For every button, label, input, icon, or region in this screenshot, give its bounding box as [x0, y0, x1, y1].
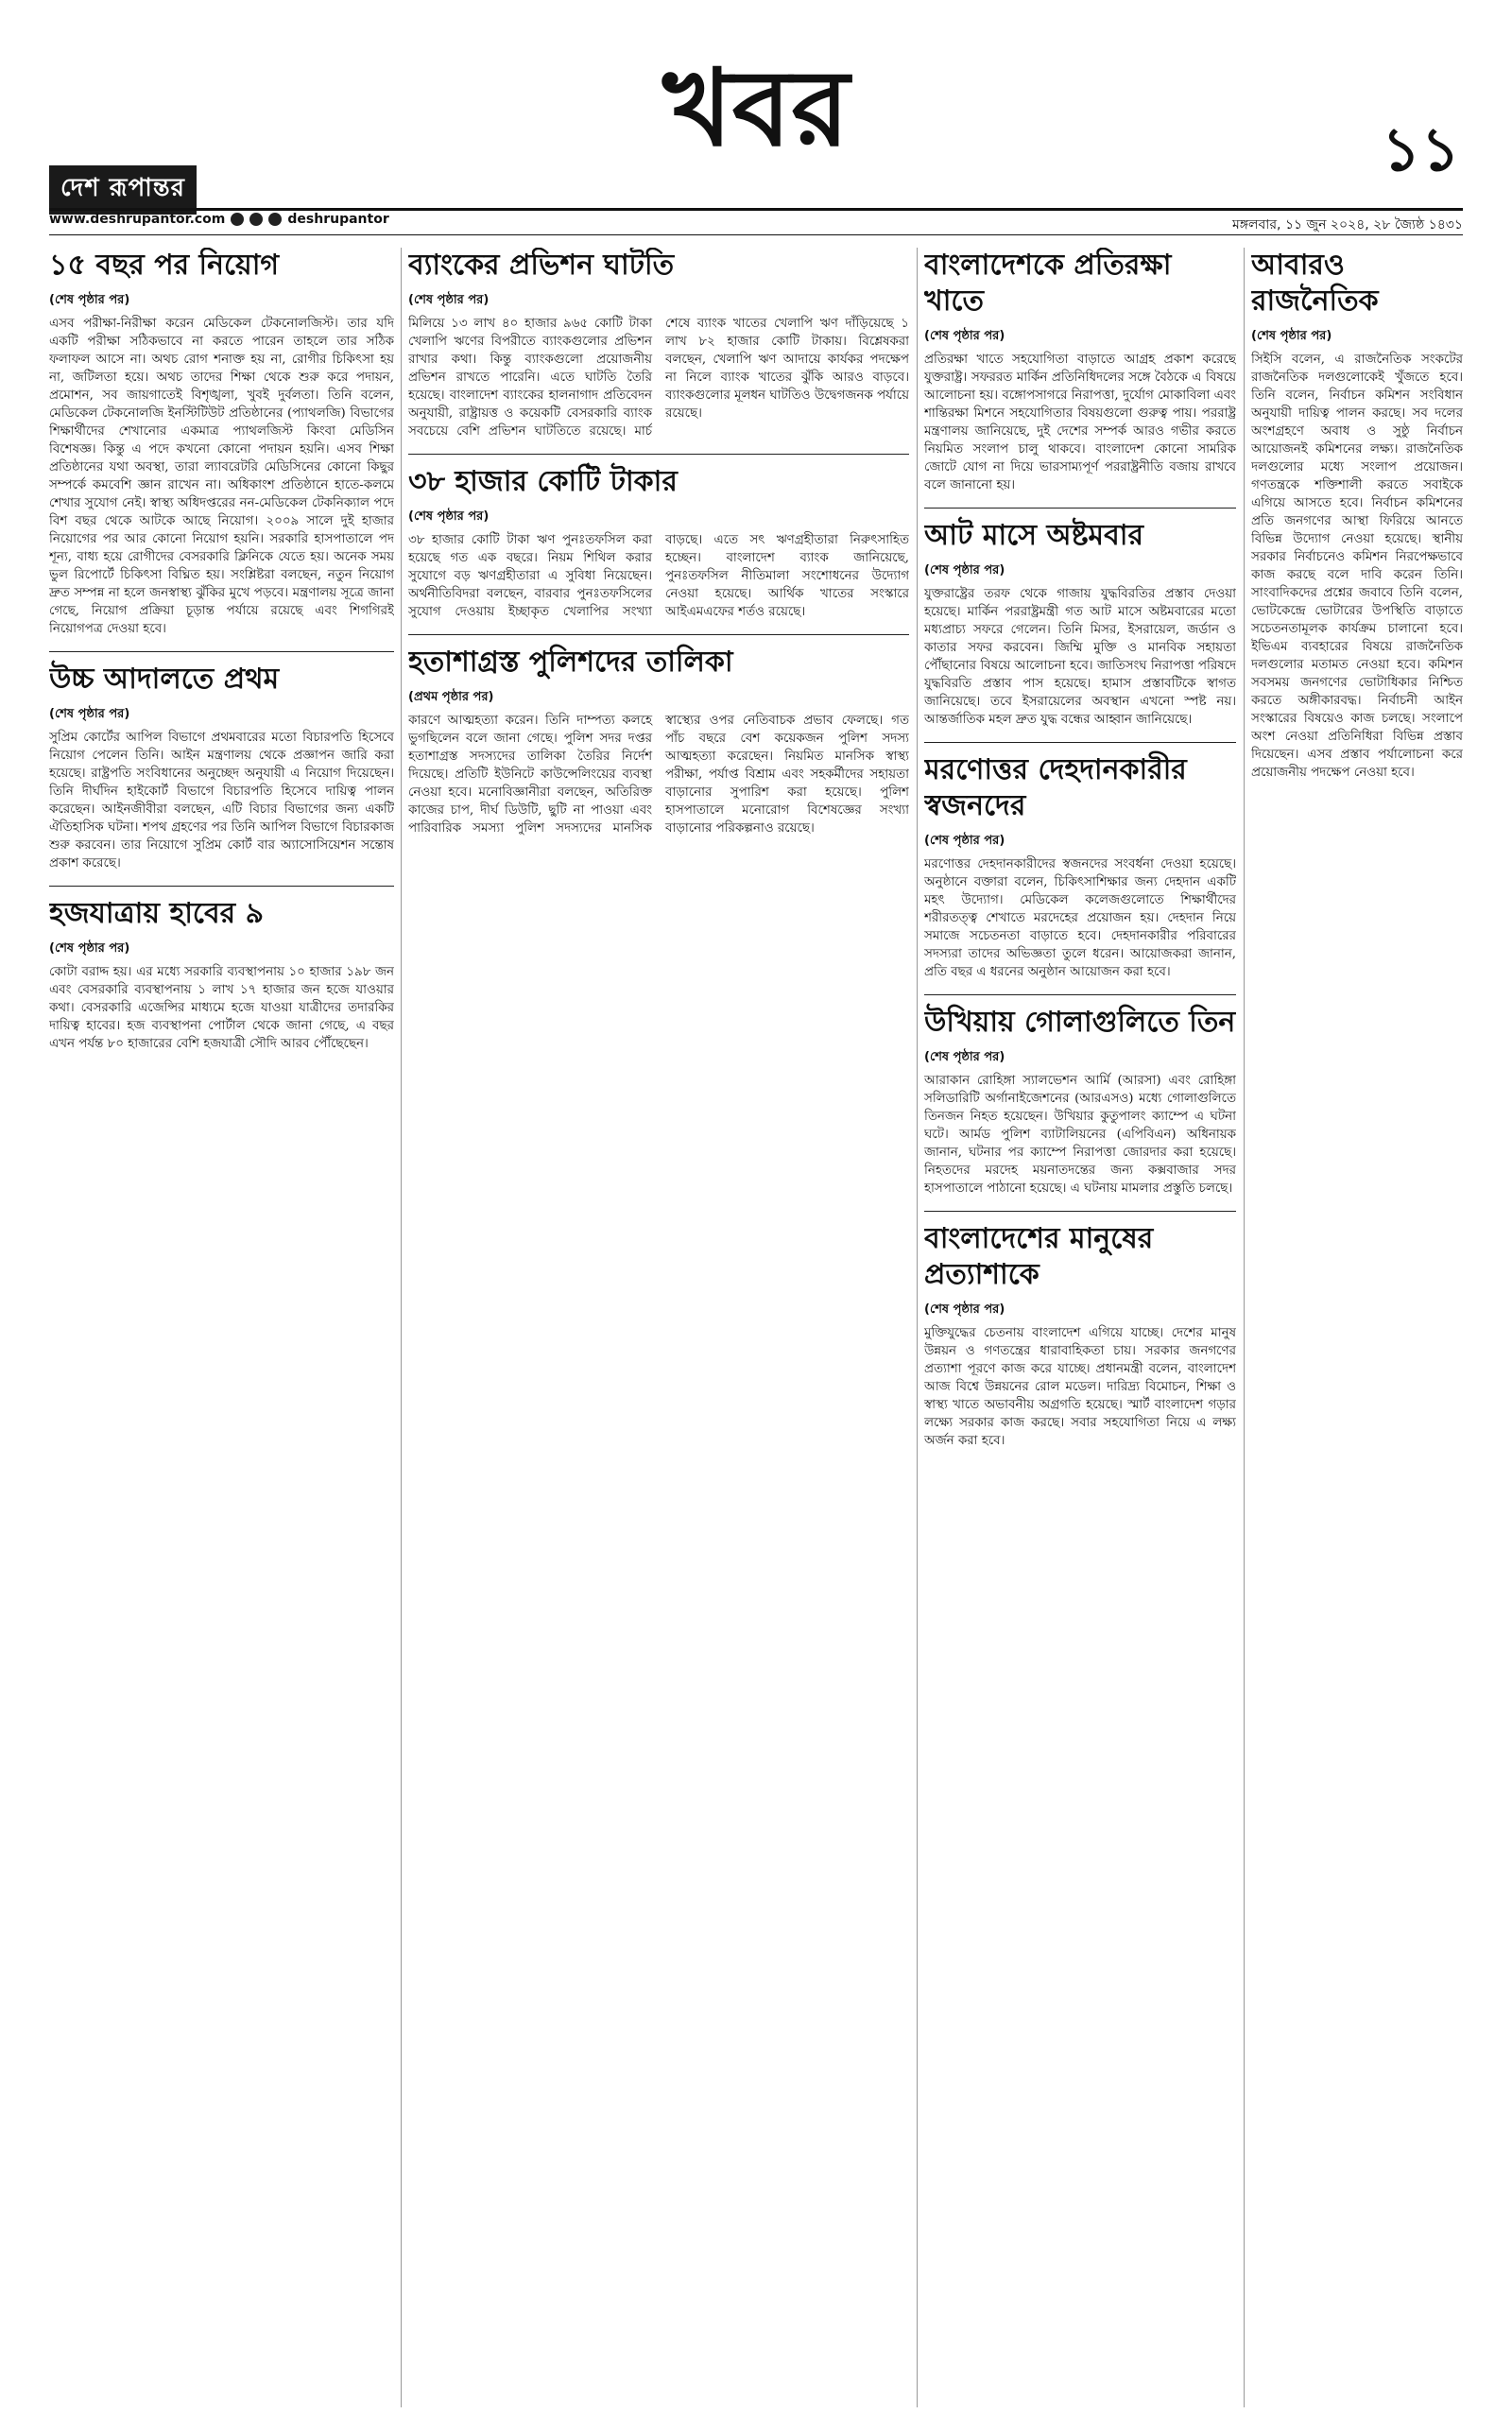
kicker: (শেষ পৃষ্ঠার পর) — [408, 509, 490, 524]
headline[interactable]: ৩৮ হাজার কোটি টাকার — [408, 465, 678, 498]
story-niyog — [49, 248, 394, 638]
story-body: সিইসি বলেন, এ রাজনৈতিক সংকটের রাজনৈতিক দলগুলোকেই খুঁজতে হবে। তিনি বলেন, নির্বাচন কমিশন সংবিধান অনুযায়ী দায়িত্ব পালন করছে। সব দলের অংশগ্রহণে অবাধ ও সুষ্ঠু নির্বাচন আয়োজনই কমিশনের লক্ষ্য। রাজনৈতিক দলগুলোর মধ্যে সংলাপ প্রয়োজন। গণতন্ত্রকে শক্তিশালী করতে সবাইকে এগিয়ে আসতে হবে। নির্বাচন কমিশনের প্রতি জনগণের আস্থা ফিরিয়ে আনতে বিভিন্ন উদ্যোগ নেওয়া হয়েছে। স্থানীয় সরকার নির্বাচনেও কমিশন নিরপেক্ষভাবে কাজ করছে বলে দাবি করেন তিনি। সাংবাদিকদের প্রশ্নের জবাবে তিনি বলেন, ভোটকেন্দ্রে ভোটারের উপস্থিতি বাড়াতে সচেতনতামূলক কার্যক্রম চালানো হবে। ইভিএম ব্যবহারের বিষয়ে রাজনৈতিক দলগুলোর মতামত নেওয়া হবে। কমিশন সবসময় জনগণের ভোটাধিকার নিশ্চিত করতে অঙ্গীকারবদ্ধ। নির্বাচনী আইন সংস্কারের বিষয়েও কাজ চলছে। সংলাপে অংশ নেওয়া প্রতিনিধিরা বিভিন্ন প্রস্তাব দিয়েছেন। এসব প্রস্তাব পর্যালোচনা করে প্রয়োজনীয় পদক্ষেপ নেওয়া হবে। — [1251, 353, 1463, 780]
story-divider — [408, 634, 909, 635]
kicker: (শেষ পৃষ্ঠার পর) — [924, 563, 1005, 578]
kicker: (প্রথম পৃষ্ঠার পর) — [408, 690, 494, 704]
headline[interactable]: ১৫ বছর পর নিয়োগ — [49, 249, 280, 282]
kicker: (শেষ পৃষ্ঠার পর) — [924, 1050, 1005, 1064]
headline[interactable]: আবারও রাজনৈতিক — [1251, 249, 1379, 318]
story-defense — [924, 248, 1236, 494]
story-bank — [408, 248, 909, 440]
headline[interactable]: বাংলাদেশের মানুষের প্রত্যাশাকে — [924, 1222, 1154, 1291]
x-icon[interactable] — [268, 213, 282, 226]
story-divider — [924, 742, 1236, 743]
story-divider — [924, 994, 1236, 995]
story-body: মুক্তিযুদ্ধের চেতনায় বাংলাদেশ এগিয়ে যাচ্ছে। দেশের মানুষ উন্নয়ন ও গণতন্ত্রের ধারাবাহিকতা চায়। সরকার জনগণের প্রত্যাশা পূরণে কাজ করে যাচ্ছে। প্রধানমন্ত্রী বলেন, বাংলাদেশ আজ বিশ্বে উন্নয়নের রোল মডেল। দারিদ্র্য বিমোচন, শিক্ষা ও স্বাস্থ্য খাতে অভাবনীয় অগ্রগতি হয়েছে। স্মার্ট বাংলাদেশ গড়ার লক্ষ্যে সরকার কাজ করছে। সবার সহযোগিতা নিয়ে এ লক্ষ্য অর্জন করা হবে। — [924, 1326, 1236, 1448]
kicker: (শেষ পৃষ্ঠার পর) — [924, 1302, 1005, 1317]
story-politics — [1251, 248, 1463, 782]
headline[interactable]: বাংলাদেশকে প্রতিরক্ষা খাতে — [924, 249, 1172, 318]
story-expectation — [924, 1221, 1236, 1450]
story-police — [408, 645, 909, 837]
column-4 — [1251, 248, 1463, 2412]
section-title: খবর — [662, 46, 850, 170]
headline[interactable]: উচ্চ আদালতে প্রথম — [49, 663, 280, 696]
headline[interactable]: মরণোত্তর দেহদানকারীর স্বজনদের — [924, 753, 1187, 822]
website-link[interactable]: www.deshrupantor.com — [49, 212, 226, 227]
story-body-donor — [924, 752, 1236, 981]
facebook-icon[interactable] — [231, 213, 244, 226]
headline[interactable]: উখিয়ায় গোলাগুলিতে তিন — [924, 1006, 1236, 1039]
column-2 — [408, 248, 909, 2412]
issue-date: মঙ্গলবার, ১১ জুন ২০২৪, ২৮ জ্যৈষ্ঠ ১৪৩১ — [1232, 217, 1463, 233]
story-body: সুপ্রিম কোর্টের আপিল বিভাগে প্রথমবারের মতো বিচারপতি হিসেবে নিয়োগ পেলেন তিনি। আইন মন্ত্রণালয় থেকে প্রজ্ঞাপন জারি করা হয়েছে। রাষ্ট্রপতি সংবিধানের অনুচ্ছেদ অনুযায়ী এ নিয়োগ দিয়েছেন। তিনি দীর্ঘদিন হাইকোর্ট বিভাগে বিচারপতি হিসেবে দায়িত্ব পালন করেছেন। আইনজীবীরা বলছেন, এটি বিচার বিভাগের জন্য একটি ঐতিহাসিক ঘটনা। শপথ গ্রহণের পর তিনি আপিল বিভাগে বিচারকাজ শুরু করবেন। তার নিয়োগে সুপ্রিম কোর্ট বার অ্যাসোসিয়েশন সন্তোষ প্রকাশ করেছে। — [49, 731, 394, 871]
web-line — [49, 212, 389, 227]
headline[interactable]: হজযাত্রায় হাবের ৯ — [49, 897, 265, 930]
story-body: ৩৮ হাজার কোটি টাকা ঋণ পুনঃতফসিল করা হয়েছে গত এক বছরে। নিয়ম শিথিল করার সুযোগে বড় ঋণগ্রহীতারা এ সুবিধা নিয়েছেন। অর্থনীতিবিদরা বলছেন, বারবার পুনঃতফসিলের সুযোগ দেওয়ায় ইচ্ছাকৃত খেলাপির সংখ্যা বাড়ছে। এতে সৎ ঋণগ্রহীতারা নিরুৎসাহিত হচ্ছেন। বাংলাদেশ ব্যাংক জানিয়েছে, পুনঃতফসিল নীতিমালা সংশোধনের উদ্যোগ নেওয়া হয়েছে। আর্থিক খাতের সংস্কারে আইএমএফের শর্তও রয়েছে। — [408, 533, 909, 619]
story-divider — [408, 454, 909, 455]
kicker: (শেষ পৃষ্ঠার পর) — [408, 293, 490, 307]
column-divider — [401, 248, 402, 2407]
kicker: (শেষ পৃষ্ঠার পর) — [49, 293, 130, 307]
column-3 — [924, 248, 1236, 2412]
story-body: কারণে আত্মহত্যা করেন। তিনি দাম্পত্য কলহে ভুগছিলেন বলে জানা গেছে। পুলিশ সদর দপ্তর হতাশাগ্রস্ত সদস্যদের তালিকা তৈরির নির্দেশ দিয়েছে। প্রতিটি ইউনিটে কাউন্সেলিংয়ের ব্যবস্থা নেওয়া হবে। মনোবিজ্ঞানীরা বলছেন, অতিরিক্ত কাজের চাপ, দীর্ঘ ডিউটি, ছুটি না পাওয়া এবং পারিবারিক সমস্যা পুলিশ সদস্যদের মানসিক স্বাস্থ্যের ওপর নেতিবাচক প্রভাব ফেলছে। গত পাঁচ বছরে বেশ কয়েকজন পুলিশ সদস্য আত্মহত্যা করেছেন। নিয়মিত মানসিক স্বাস্থ্য পরীক্ষা, পর্যাপ্ত বিশ্রাম এবং সহকর্মীদের সহায়তা বাড়ানোর সুপারিশ করা হয়েছে। পুলিশ হাসপাতালে মনোরোগ বিশেষজ্ঞের সংখ্যা বাড়ানোর পরিকল্পনাও রয়েছে। — [408, 714, 909, 836]
story-hajj — [49, 896, 394, 1053]
story-ukhia — [924, 1005, 1236, 1198]
column-1 — [49, 248, 394, 2412]
story-divider — [924, 508, 1236, 509]
story-body: এসব পরীক্ষা-নিরীক্ষা করেন মেডিকেল টেকনোলজিস্ট। তার যদি একটি পরীক্ষা সঠিকভাবে না করতে পারেন তাহলে তার সঠিক ফলাফল আসে না। অথচ রোগ শনাক্ত হয় না, রোগীর চিকিৎসা হয় না, জটিলতা হয়ে। অথচ তাদের শিক্ষা থেকে শুরু করে পদায়ন, প্রমোশন, সব জায়গাতেই বিশৃঙ্খলা, খুবই দুর্বলতা। তিনি বলেন, মেডিকেল টেকনোলজি ইনস্টিটিউট প্রতিষ্ঠানের (প্যাথলজি) বিভাগের শিক্ষার্থীদের শেখানোর একমাত্র প্যাথলজিস্ট কিংবা মেডিসিন বিশেষজ্ঞ। কিন্তু এ পদে কখনো কোনো পদায়ন হয়নি। এসব শিক্ষা প্রতিষ্ঠানের যথা অবস্থা, তারা ল্যাবরেটরি মেডিসিনের কোনো কিছুর সম্পর্কে কমবেশি জ্ঞান রাখেন না। অধিকাংশ প্রতিষ্ঠানে হাতে-কলমে শেখার সুযোগ নেই। স্বাস্থ্য অধিদপ্তরের নন-মেডিকেল টেকনিক্যাল পদে বিশ বছর থেকে আটকে আছে নিয়োগ। ২০০৯ সালে দুই হাজার নিয়োগের পর আর কোনো নিয়োগ হয়নি। সরকারি হাসপাতালে পদ শূন্য, বাধ্য হয়ে রোগীদের বেসরকারি ক্লিনিকে যেতে হয়। অনেক সময় ভুল রিপোর্টে চিকিৎসা বিঘ্নিত হয়। সংশ্লিষ্টরা বলছেন, নতুন নিয়োগ দ্রুত সম্পন্ন না হলে জনস্বাস্থ্য ঝুঁকির মুখে পড়বে। মন্ত্রণালয় সূত্রে জানা গেছে, নিয়োগ প্রক্রিয়া চূড়ান্ত পর্যায়ে রয়েছে এবং শিগগিরই নিয়োগপত্র দেওয়া হবে। — [49, 317, 394, 636]
newspaper-logo[interactable]: দেশ রূপান্তর — [49, 165, 197, 215]
story-body: মিলিয়ে ১৩ লাখ ৪০ হাজার ৯৬৫ কোটি টাকা খেলাপি ঋণের বিপরীতে ব্যাংকগুলোর প্রভিশন রাখার কথা। কিন্তু ব্যাংকগুলো প্রয়োজনীয় প্রভিশন রাখতে পারেনি। এতে ঘাটতি তৈরি হয়েছে। বাংলাদেশ ব্যাংকের হালনাগাদ প্রতিবেদন অনুযায়ী, রাষ্ট্রায়ত্ত ও কয়েকটি বেসরকারি ব্যাংক সবচেয়ে বেশি প্রভিশন ঘাটতিতে রয়েছে। মার্চ শেষে ব্যাংক খাতের খেলাপি ঋণ দাঁড়িয়েছে ১ লাখ ৮২ হাজার কোটি টাকায়। বিশ্লেষকরা বলছেন, খেলাপি ঋণ আদায়ে কার্যকর পদক্ষেপ না নিলে ব্যাংক খাতের ঝুঁকি আরও বাড়বে। ব্যাংকগুলোর মূলধন ঘাটতিও উদ্বেগজনক পর্যায়ে রয়েছে। — [408, 317, 909, 439]
headline[interactable]: ব্যাংকের প্রভিশন ঘাটতি — [408, 249, 675, 282]
kicker: (শেষ পৃষ্ঠার পর) — [1251, 329, 1332, 343]
social-handle[interactable]: deshrupantor — [287, 212, 389, 227]
story-body: আরাকান রোহিঙ্গা স্যালভেশন আর্মি (আরসা) এবং রোহিঙ্গা সলিডারিটি অর্গানাইজেশনের (আরএসও) মধ্যে গোলাগুলিতে তিনজন নিহত হয়েছেন। উখিয়ার কুতুপালং ক্যাম্পে এ ঘটনা ঘটে। আর্মড পুলিশ ব্যাটালিয়নের (এপিবিএন) অধিনায়ক জানান, ঘটনার পর ক্যাম্পে নিরাপত্তা জোরদার করা হয়েছে। নিহতদের মরদেহ ময়নাতদন্তের জন্য কক্সবাজার সদর হাসপাতালে পাঠানো হয়েছে। এ ঘটনায় মামলার প্রস্তুতি চলছে। — [924, 1074, 1236, 1196]
masthead — [0, 0, 1512, 233]
kicker: (শেষ পৃষ্ঠার পর) — [49, 941, 130, 956]
header-rule — [49, 208, 1463, 211]
column-divider — [917, 248, 918, 2407]
headline[interactable]: হতাশাগ্রস্ত পুলিশদের তালিকা — [408, 646, 733, 679]
story-body: প্রতিরক্ষা খাতে সহযোগিতা বাড়াতে আগ্রহ প্রকাশ করেছে যুক্তরাষ্ট্র। সফররত মার্কিন প্রতিনিধিদলের সঙ্গে বৈঠকে এ বিষয়ে আলোচনা হয়। বঙ্গোপসাগরে নিরাপত্তা, দুর্যোগ মোকাবিলা এবং শান্তিরক্ষা মিশনে সহযোগিতার বিষয়গুলো গুরুত্ব পায়। পররাষ্ট্র মন্ত্রণালয় জানিয়েছে, দুই দেশের সম্পর্ক আরও গভীর করতে নিয়মিত সংলাপ চালু থাকবে। বাংলাদেশ কোনো সামরিক জোটে যোগ না দিয়ে ভারসাম্যপূর্ণ পররাষ্ট্রনীতি বজায় রাখবে বলে জানানো হয়। — [924, 353, 1236, 492]
headline[interactable]: আট মাসে অষ্টমবার — [924, 519, 1143, 552]
story-divider — [924, 1211, 1236, 1212]
story-adalot — [49, 662, 394, 872]
sub-header-rule — [49, 234, 1463, 235]
story-body: মরণোত্তর দেহদানকারীদের স্বজনদের সংবর্ধনা দেওয়া হয়েছে। অনুষ্ঠানে বক্তারা বলেন, চিকিৎসাশিক্ষার জন্য দেহদান একটি মহৎ উদ্যোগ। মেডিকেল কলেজগুলোতে শিক্ষার্থীদের শরীরতত্ত্ব শেখাতে মরদেহের প্রয়োজন হয়। দেহদান নিয়ে সমাজে সচেতনতা বাড়াতে হবে। দেহদানকারীর পরিবারের সদস্যরা তাদের অভিজ্ঞতা তুলে ধরেন। আয়োজকরা জানান, প্রতি বছর এ ধরনের অনুষ্ঠান আয়োজন করা হবে। — [924, 857, 1236, 979]
story-divider — [49, 651, 394, 652]
story-body: কোটা বরাদ্দ হয়। এর মধ্যে সরকারি ব্যবস্থাপনায় ১০ হাজার ১৯৮ জন এবং বেসরকারি ব্যবস্থাপনায় ১ লাখ ১৭ হাজার জন হজে যাওয়ার কথা। বেসরকারি এজেন্সির মাধ্যমে হজে যাওয়া যাত্রীদের তদারকির দায়িত্ব হাবের। হজ ব্যবস্থাপনা পোর্টাল থেকে জানা গেছে, এ বছর এখন পর্যন্ত ৮০ হাজারের বেশি হজযাত্রী সৌদি আরব পৌঁছেছেন। — [49, 965, 394, 1051]
column-divider — [1244, 248, 1245, 2407]
instagram-icon[interactable] — [249, 213, 263, 226]
story-divider — [49, 886, 394, 887]
kicker: (শেষ পৃষ্ঠার পর) — [924, 329, 1005, 343]
kicker: (শেষ পৃষ্ঠার পর) — [49, 707, 130, 721]
page-number: ১১ — [1381, 114, 1460, 185]
kicker: (শেষ পৃষ্ঠার পর) — [924, 834, 1005, 848]
story-body: যুক্তরাষ্ট্রের তরফ থেকে গাজায় যুদ্ধবিরতির প্রস্তাব দেওয়া হয়েছে। মার্কিন পররাষ্ট্রমন্ত্রী গত আট মাসে অষ্টমবারের মতো মধ্যপ্রাচ্য সফরে গেলেন। তিনি মিসর, ইসরায়েল, জর্ডান ও কাতার সফর করবেন। জিম্মি মুক্তি ও মানবিক সহায়তা পৌঁছানোর বিষয়ে আলোচনা হবে। জাতিসংঘ নিরাপত্তা পরিষদে যুদ্ধবিরতি প্রস্তাব পাস হয়েছে। হামাস প্রস্তাবটিকে স্বাগত জানিয়েছে। তবে ইসরায়েলের অবস্থান এখনো স্পষ্ট নয়। আন্তর্জাতিক মহল দ্রুত যুদ্ধ বন্ধের আহ্বান জানিয়েছে। — [924, 587, 1236, 727]
story-taka — [408, 464, 909, 621]
story-eighth — [924, 518, 1236, 729]
